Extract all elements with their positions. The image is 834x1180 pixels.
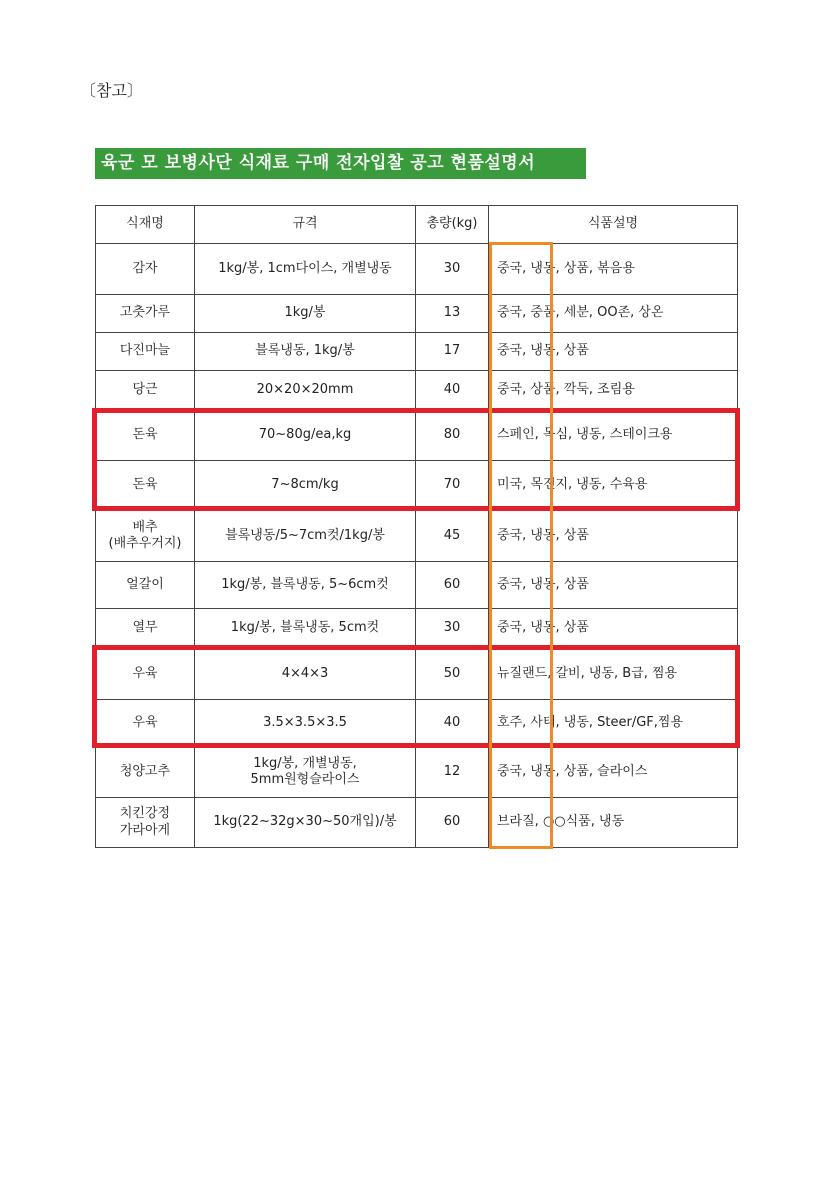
table-row [96,700,738,747]
cell-description: 중국, 냉동, 상품 [489,609,738,649]
cell-description: 중국, 냉동, 상품 [489,333,738,371]
table-row [96,747,738,798]
cell-spec: 1kg/봉, 블록냉동, 5~6cm컷 [195,562,416,609]
cell-description: 중국, 상품, 깍둑, 조림용 [489,371,738,410]
cell-description: 중국, 냉동, 상품 [489,562,738,609]
cell-description: 스페인, 목심, 냉동, 스테이크용 [489,410,738,461]
table-row [96,649,738,700]
cell-spec: 블록냉동, 1kg/봉 [195,333,416,371]
table-row [96,461,738,511]
cell-food-name: 당근 [96,371,195,410]
cell-food-name: 고춧가루 [96,295,195,333]
cell-quantity: 17 [416,333,489,371]
spec-table [95,205,738,848]
table-row [96,798,738,848]
table-row [96,562,738,609]
cell-quantity: 40 [416,700,489,747]
cell-description: 중국, 냉동, 상품 [489,511,738,562]
cell-quantity: 12 [416,747,489,798]
cell-food-name: 우육 [96,649,195,700]
cell-food-name: 치킨강정 가라아게 [96,798,195,848]
col-header-name: 식재명 [96,206,195,244]
cell-quantity: 40 [416,371,489,410]
col-header-spec: 규격 [195,206,416,244]
cell-spec: 1kg/봉 [195,295,416,333]
cell-quantity: 80 [416,410,489,461]
table-row [96,244,738,295]
cell-description: 중국, 냉동, 상품, 슬라이스 [489,747,738,798]
cell-spec: 3.5×3.5×3.5 [195,700,416,747]
cell-spec: 1kg(22~32g×30~50개입)/봉 [195,798,416,848]
cell-description: 중국, 냉동, 상품, 볶음용 [489,244,738,295]
table-row [96,371,738,410]
cell-food-name: 다진마늘 [96,333,195,371]
cell-spec: 1kg/봉, 1cm다이스, 개별냉동 [195,244,416,295]
cell-description: 뉴질랜드, 갈비, 냉동, B급, 찜용 [489,649,738,700]
cell-quantity: 30 [416,244,489,295]
cell-food-name: 돈육 [96,410,195,461]
cell-spec: 1kg/봉, 블록냉동, 5cm컷 [195,609,416,649]
cell-quantity: 45 [416,511,489,562]
cell-food-name: 청양고추 [96,747,195,798]
cell-quantity: 70 [416,461,489,511]
cell-spec: 7~8cm/kg [195,461,416,511]
table-row [96,609,738,649]
table-row [96,333,738,371]
cell-food-name: 열무 [96,609,195,649]
cell-spec: 1kg/봉, 개별냉동, 5mm원형슬라이스 [195,747,416,798]
cell-quantity: 60 [416,562,489,609]
col-header-qty: 총량(kg) [416,206,489,244]
table-row [96,410,738,461]
cell-quantity: 30 [416,609,489,649]
cell-quantity: 13 [416,295,489,333]
cell-spec: 20×20×20mm [195,371,416,410]
cell-food-name: 돈육 [96,461,195,511]
col-header-desc: 식품설명 [489,206,738,244]
cell-quantity: 60 [416,798,489,848]
cell-food-name: 배추 (배추우거지) [96,511,195,562]
cell-food-name: 얼갈이 [96,562,195,609]
table-row [96,511,738,562]
document-title: 육군 모 보병사단 식재료 구매 전자입찰 공고 현품설명서 [95,148,586,179]
cell-spec: 블록냉동/5~7cm컷/1kg/봉 [195,511,416,562]
cell-food-name: 우육 [96,700,195,747]
cell-quantity: 50 [416,649,489,700]
cell-description: 호주, 사태, 냉동, Steer/GF,찜용 [489,700,738,747]
cell-description: 중국, 중품, 세분, OO존, 상온 [489,295,738,333]
cell-description: 브라질, ○○식품, 냉동 [489,798,738,848]
cell-spec: 4×4×3 [195,649,416,700]
table-row [96,295,738,333]
cell-description: 미국, 목전지, 냉동, 수육용 [489,461,738,511]
cell-food-name: 감자 [96,244,195,295]
reference-label: 〔참고〕 [80,81,143,100]
cell-spec: 70~80g/ea,kg [195,410,416,461]
table-header-row [96,206,738,244]
